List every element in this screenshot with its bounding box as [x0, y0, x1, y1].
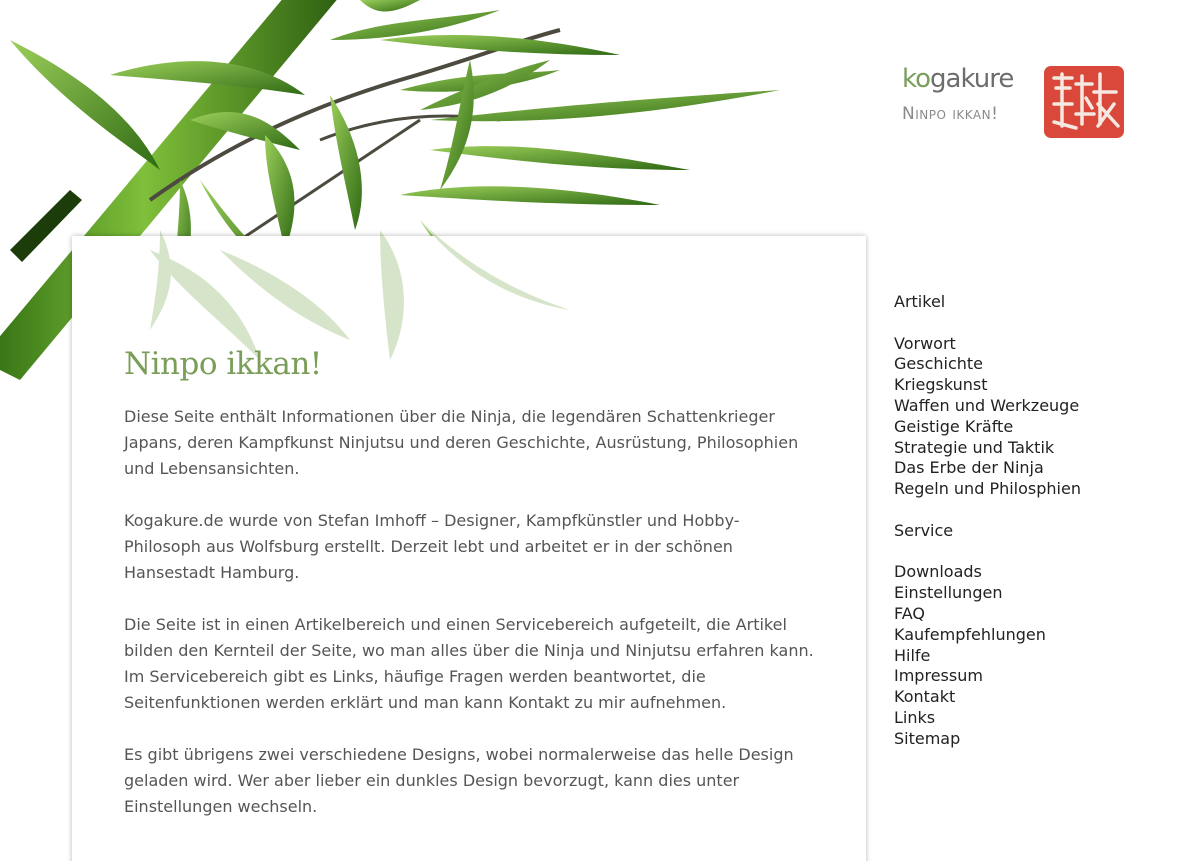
logo-tagline: Ninpo ikkan! — [902, 104, 999, 124]
nav-item-vorwort[interactable]: Vorwort — [894, 333, 956, 353]
logo-wordmark-suffix: gakure — [930, 64, 1014, 94]
logo-wordmark-prefix: ko — [902, 64, 931, 94]
nav-item-regeln-und-philosphien[interactable]: Regeln und Philosphien — [894, 479, 1081, 499]
nav-spacer — [894, 313, 1174, 334]
nav-item-faq[interactable]: FAQ — [894, 603, 925, 623]
page-title: Ninpo ikkan! — [124, 346, 322, 382]
intro-paragraph-1: Diese Seite enthält Informationen über die Ninja, die legendären Schattenkrieger Japans, deren Kampfkunst Ninjutsu und deren Geschichte, Ausrüstung, Philosophien und Lebensansichten. — [124, 407, 799, 478]
main-content — [124, 346, 814, 846]
nav-item-downloads[interactable]: Downloads — [894, 562, 982, 582]
nav-heading-artikel[interactable]: Artikel — [894, 292, 946, 311]
nav-spacer — [894, 542, 1174, 563]
site-logo[interactable] — [902, 64, 1132, 144]
nav-item-impressum[interactable]: Impressum — [894, 666, 983, 686]
seal-stamp-icon — [1042, 64, 1126, 140]
nav-spacer — [894, 500, 1174, 521]
nav-item-sitemap[interactable]: Sitemap — [894, 728, 961, 748]
sidebar-nav — [894, 292, 1174, 750]
main-content-panel — [72, 236, 866, 861]
nav-item-links[interactable]: Links — [894, 707, 936, 727]
logo-wordmark — [902, 64, 1013, 94]
intro-paragraph-4: Es gibt übrigens zwei verschiedene Designs, wobei normalerweise das helle Design geladen wird. Wer aber lieber ein dunkles Design bevorzugt, kann dies unter Einstellungen wechseln. — [124, 745, 794, 816]
intro-paragraph-2: Kogakure.de wurde von Stefan Imhoff – Designer, Kampfkünstler und Hobby-Philosoph aus Wolfsburg erstellt. Derzeit lebt und arbeitet er in der schönen Hansestadt Hamburg. — [124, 511, 740, 582]
nav-item-waffen-und-werkzeuge[interactable]: Waffen und Werkzeuge — [894, 395, 1080, 415]
nav-item-hilfe[interactable]: Hilfe — [894, 645, 931, 665]
nav-heading-service[interactable]: Service — [894, 520, 954, 540]
nav-item-geschichte[interactable]: Geschichte — [894, 354, 984, 374]
nav-item-kontakt[interactable]: Kontakt — [894, 687, 956, 707]
nav-item-das-erbe-der-ninja[interactable]: Das Erbe der Ninja — [894, 458, 1044, 478]
nav-item-kriegskunst[interactable]: Kriegskunst — [894, 375, 988, 395]
nav-item-einstellungen[interactable]: Einstellungen — [894, 583, 1003, 603]
nav-item-geistige-kraefte[interactable]: Geistige Kräfte — [894, 416, 1014, 436]
nav-item-kaufempfehlungen[interactable]: Kaufempfehlungen — [894, 624, 1046, 644]
intro-paragraph-3: Die Seite ist in einen Artikelbereich und einen Servicebereich aufgeteilt, die Artikel bilden den Kernteil der Seite, wo man alles über die Ninja und Ninjutsu erfahren kann. Im Servicebereich gibt es Links, häufige Fragen werden beantwortet, die Seitenfunktionen werden erklärt und man kann Kontakt zu mir aufnehmen. — [124, 615, 814, 712]
nav-item-strategie-und-taktik[interactable]: Strategie und Taktik — [894, 437, 1055, 457]
